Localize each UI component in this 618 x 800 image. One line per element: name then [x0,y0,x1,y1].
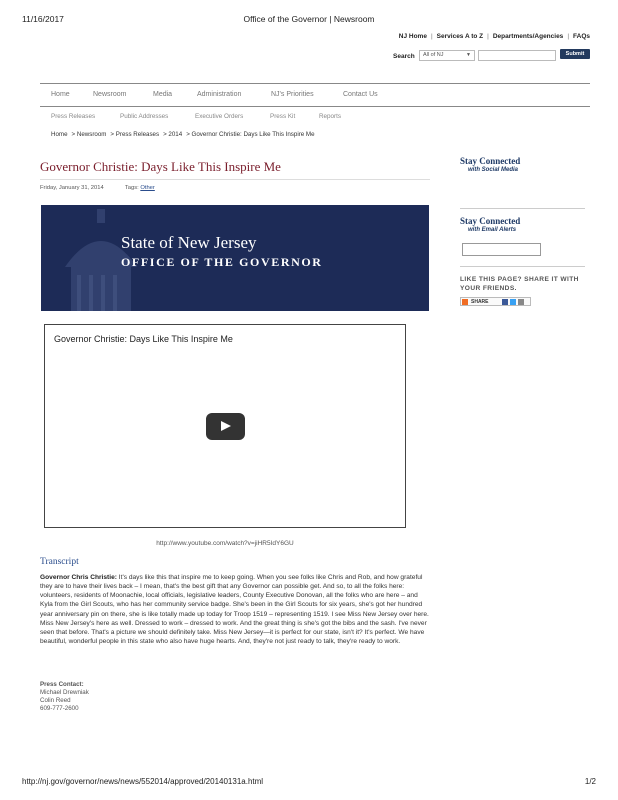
print-title: Office of the Governor | Newsroom [243,14,375,24]
separator: | [430,33,433,40]
press-contact-label: Press Contact: [40,681,84,688]
press-contact-name: Colin Reed [40,697,71,704]
tags-label: Tags: [124,185,139,191]
banner-line-2: OFFICE OF THE GOVERNOR [121,255,323,269]
subnav-press-kit[interactable]: Press Kit [270,113,296,120]
separator: | [487,33,489,40]
twitter-icon[interactable] [510,299,516,305]
facebook-icon[interactable] [502,299,508,305]
main-nav [51,91,378,98]
subnav-public-addresses[interactable]: Public Addresses [120,113,169,120]
nav-contact[interactable]: Contact Us [343,91,378,98]
nav-priorities[interactable]: NJ's Priorities [271,91,314,98]
video-url[interactable]: http://www.youtube.com/watch?v=jiHR5IdY6GU [156,540,294,547]
video-title: Governor Christie: Days Like This Inspire Me [54,334,233,344]
share-label: SHARE [471,299,489,305]
social-media-link[interactable]: with Social Media [468,167,519,173]
transcript-text: It's days like this that inspire me to keep going. When you see folks like Chris and Rob, and how grateful they are to have their lives back – I mean, that's the best gift that any Governor can possible get. And so, to all the folks here: volunteers, residents of Moonachie, local officials, legislative leaders, County Executive Donovan, all the folks who are here – and Kyla from the Girl Scouts, who has her community service badge. She's been in the Girl Scouts for six years, she's got her hundred year anniversary pin on there, she is like totally made up today for Troop 1519 – representing 1519. I see Miss New Jersey over here. Miss New Jersey's here as well. Dressed to work – dressed to work. And the great thing is she's got the bibs and the sash. I've never seen that before. That's a picture we should definitely take. Miss New Jersey—it is perfect for our state, isn't it? It's perfect. We have beautiful, wonderful people in this state who also have huge hearts. And, they're not just ready to talk, they're ready to work. [40,574,429,646]
util-services-link[interactable]: Services A to Z [436,33,484,40]
press-contact-phone: 609-777-2600 [40,705,79,712]
stay-connected-email-heading: Stay Connected [460,216,521,226]
share-button[interactable] [460,297,531,306]
util-nj-home-link[interactable]: NJ Home [398,33,427,40]
page-title: Governor Christie: Days Like This Inspire Me [40,159,281,174]
transcript-heading: Transcript [40,557,79,567]
breadcrumb [51,131,315,138]
nav-home[interactable]: Home [51,91,70,98]
search-input[interactable] [478,50,556,61]
email-alert-input[interactable] [462,243,541,256]
util-faqs-link[interactable]: FAQs [573,33,590,40]
utility-nav [399,33,590,40]
print-page-number: 1/2 [584,777,596,786]
subnav-executive-orders[interactable]: Executive Orders [195,113,244,120]
breadcrumb-year[interactable]: > 2014 [163,131,183,138]
print-date: 11/16/2017 [22,14,64,24]
nav-bottom-rule [40,106,590,107]
email-alerts-link[interactable]: with Email Alerts [468,227,517,233]
email-icon[interactable] [518,299,524,305]
nav-newsroom[interactable]: Newsroom [93,91,127,98]
subnav-press-releases[interactable]: Press Releases [51,113,96,120]
transcript-speaker: Governor Chris Christie: [40,574,117,581]
subnav-reports[interactable]: Reports [319,113,342,120]
play-icon[interactable] [206,413,245,440]
sidebar-divider [460,208,585,209]
video-player[interactable] [44,324,406,528]
press-contact-name: Michael Drewniak [40,689,89,696]
nav-media[interactable]: Media [153,91,173,98]
tag-link[interactable]: Other [140,185,155,191]
breadcrumb-newsroom[interactable]: > Newsroom [71,131,107,138]
banner-line-1: State of New Jersey [121,233,257,252]
nav-administration[interactable]: Administration [197,91,242,98]
breadcrumb-press-releases[interactable]: > Press Releases [110,131,160,138]
separator: | [567,33,570,40]
search-submit-button[interactable]: Submit [560,49,590,59]
breadcrumb-current: > Governor Christie: Days Like This Inspire Me [186,131,315,138]
chevron-down-icon: ▼ [466,52,471,58]
print-url: http://nj.gov/governor/news/news/552014/approved/20140131a.html [22,777,264,786]
share-prompt: LIKE THIS PAGE? SHARE IT WITH YOUR FRIENDS. [460,276,579,292]
search-scope-select[interactable] [419,50,475,61]
sub-nav [51,113,341,120]
article-meta [40,185,155,191]
util-departments-link[interactable]: Departments/Agencies [492,33,564,40]
transcript-body [40,573,432,646]
addthis-icon [462,299,468,305]
nav-top-rule [40,83,590,84]
search-scope-value: All of NJ [423,52,444,58]
title-divider [40,179,430,180]
search-label: Search [393,53,415,60]
sidebar-divider [460,266,585,267]
governor-banner [41,205,429,311]
breadcrumb-home[interactable]: Home [51,131,68,138]
article-date: Friday, January 31, 2014 [40,185,104,191]
stay-connected-social-heading: Stay Connected [460,156,521,166]
